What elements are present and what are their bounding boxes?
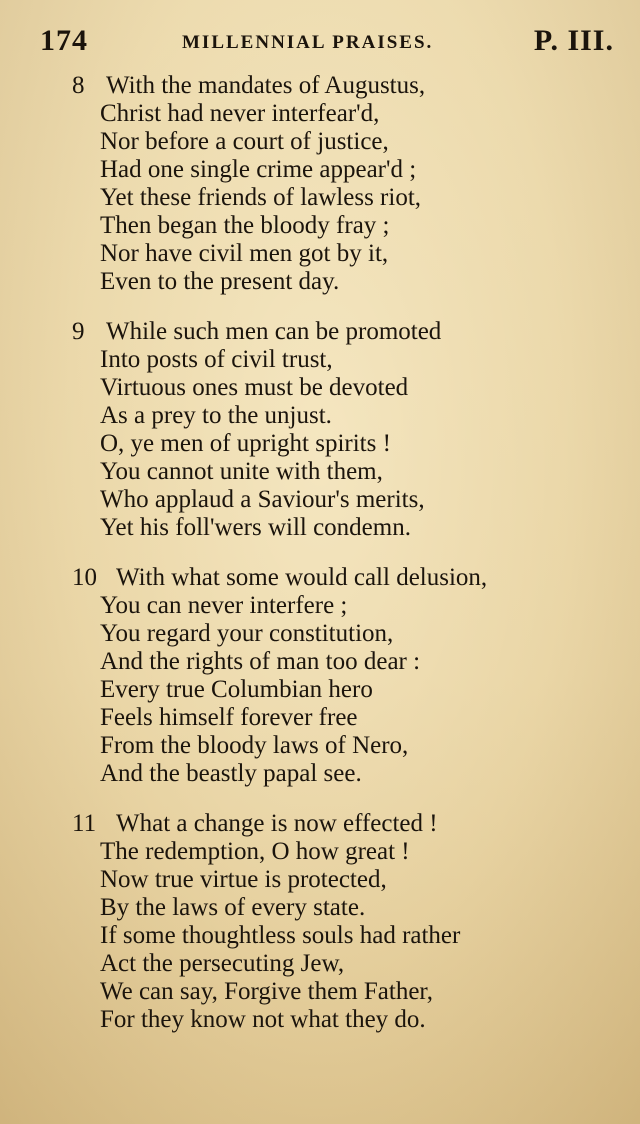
stanza-line: From the bloody laws of Nero, xyxy=(100,732,409,759)
stanza-line: You can never interfere ; xyxy=(100,592,348,619)
stanza-line: Into posts of civil trust, xyxy=(100,346,333,373)
stanza-line xyxy=(0,810,640,838)
stanza-line: You cannot unite with them, xyxy=(100,458,383,485)
stanza-line: And the rights of man too dear : xyxy=(100,648,421,675)
stanza-line: Every true Columbian hero xyxy=(100,676,373,703)
stanza-line xyxy=(0,318,640,346)
stanza-9 xyxy=(0,318,640,542)
page-number: 174 xyxy=(40,24,88,57)
stanza-line: Who applaud a Saviour's merits, xyxy=(100,486,425,513)
stanza-line xyxy=(0,564,640,592)
stanza-line: For they know not what they do. xyxy=(100,1006,426,1033)
stanza-line: O, ye men of upright spirits ! xyxy=(100,430,391,457)
stanza-line: And the beastly papal see. xyxy=(100,760,362,787)
line-text: With the mandates of Augustus, xyxy=(106,72,426,99)
stanza-line: If some thoughtless souls had rather xyxy=(100,922,461,949)
stanza-line: Virtuous ones must be devoted xyxy=(100,374,409,401)
part-label: P. III. xyxy=(533,24,614,57)
stanza-line: Now true virtue is protected, xyxy=(100,866,387,893)
stanza-line: Had one single crime appear'd ; xyxy=(100,156,417,183)
stanza-line: Feels himself forever free xyxy=(100,704,358,731)
stanza-line: Nor before a court of justice, xyxy=(100,128,389,155)
stanza-line: Act the persecuting Jew, xyxy=(100,950,345,977)
stanza-number: 10 xyxy=(72,564,97,591)
running-title: MILLENNIAL PRAISES. xyxy=(182,32,434,53)
stanza-11 xyxy=(0,810,640,1034)
line-text: What a change is now effected ! xyxy=(116,810,438,837)
stanza-line: Yet these friends of lawless riot, xyxy=(100,184,422,211)
stanza-line: Then began the bloody fray ; xyxy=(100,212,390,239)
stanza-line: Christ had never interfear'd, xyxy=(100,100,380,127)
stanza-line: The redemption, O how great ! xyxy=(100,838,410,865)
line-text: With what some would call delusion, xyxy=(116,564,488,591)
stanza-number: 8 xyxy=(72,72,85,99)
stanza-number: 9 xyxy=(72,318,85,345)
stanza-number: 11 xyxy=(72,810,97,837)
stanza-line xyxy=(0,72,640,100)
stanza-8 xyxy=(0,72,640,296)
stanza-line: By the laws of every state. xyxy=(100,894,366,921)
stanza-line: Nor have civil men got by it, xyxy=(100,240,389,267)
stanza-line: As a prey to the unjust. xyxy=(100,402,332,429)
stanza-10 xyxy=(0,564,640,788)
stanza-line: You regard your constitution, xyxy=(100,620,394,647)
stanza-line: We can say, Forgive them Father, xyxy=(100,978,434,1005)
line-text: While such men can be promoted xyxy=(106,318,442,345)
page-header xyxy=(0,22,640,62)
stanza-line: Yet his foll'wers will condemn. xyxy=(100,514,411,541)
stanza-line: Even to the present day. xyxy=(100,268,340,295)
